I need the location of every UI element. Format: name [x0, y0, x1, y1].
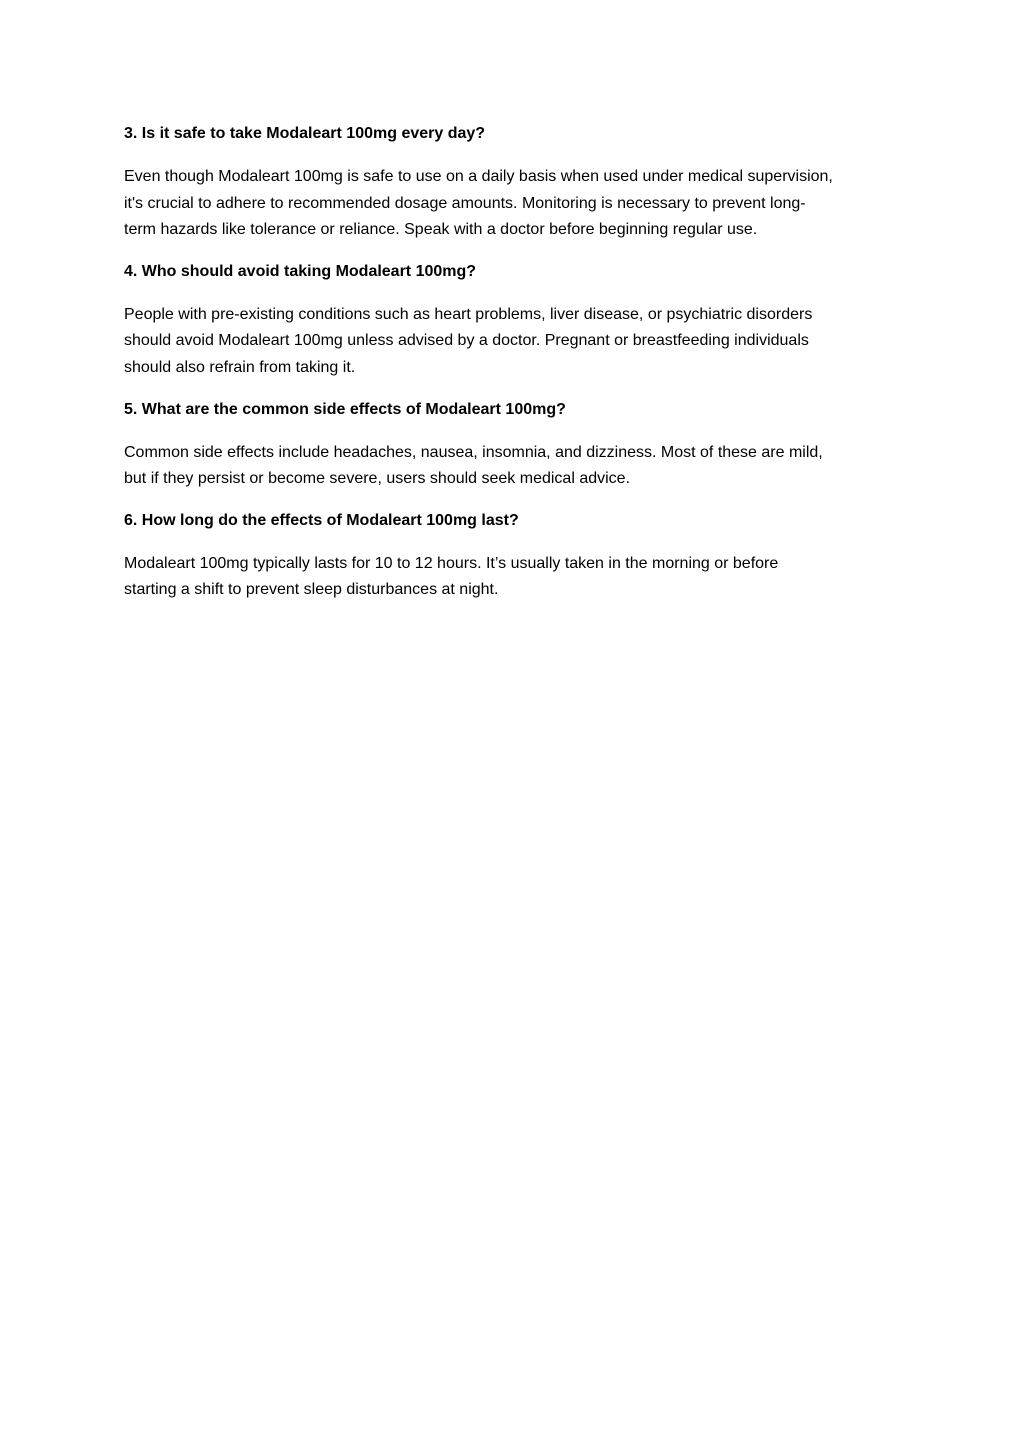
faq-content [124, 121, 894, 619]
answer-line: but if they persist or become severe, users should seek medical advice. [124, 470, 631, 488]
answer-line: starting a shift to prevent sleep disturbances at night. [124, 581, 499, 599]
faq-item-3 [124, 121, 894, 244]
faq-question: 6. How long do the effects of Modaleart 100mg last? [124, 511, 519, 529]
answer-line: term hazards like tolerance or reliance. Speak with a doctor before beginning regular use. [124, 221, 758, 239]
faq-answer [124, 164, 894, 244]
faq-item-6 [124, 508, 894, 604]
answer-line: People with pre-existing conditions such as heart problems, liver disease, or psychiatric disorders [124, 305, 813, 323]
faq-answer [124, 440, 894, 493]
faq-question: 5. What are the common side effects of Modaleart 100mg? [124, 400, 566, 418]
answer-line: should avoid Modaleart 100mg unless advised by a doctor. Pregnant or breastfeeding individuals [124, 332, 809, 350]
answer-line: Modaleart 100mg typically lasts for 10 to 12 hours. It’s usually taken in the morning or before [124, 554, 779, 572]
faq-item-4 [124, 259, 894, 382]
faq-question: 4. Who should avoid taking Modaleart 100mg? [124, 262, 477, 280]
answer-line: should also refrain from taking it. [124, 358, 356, 376]
faq-question: 3. Is it safe to take Modaleart 100mg every day? [124, 125, 486, 142]
faq-answer [124, 551, 894, 604]
faq-answer [124, 302, 894, 382]
faq-item-5 [124, 397, 894, 493]
answer-line: Common side effects include headaches, nausea, insomnia, and dizziness. Most of these are mild, [124, 443, 823, 461]
answer-line: it's crucial to adhere to recommended dosage amounts. Monitoring is necessary to prevent long- [124, 194, 806, 212]
answer-line: Even though Modaleart 100mg is safe to use on a daily basis when used under medical supervision, [124, 168, 833, 185]
